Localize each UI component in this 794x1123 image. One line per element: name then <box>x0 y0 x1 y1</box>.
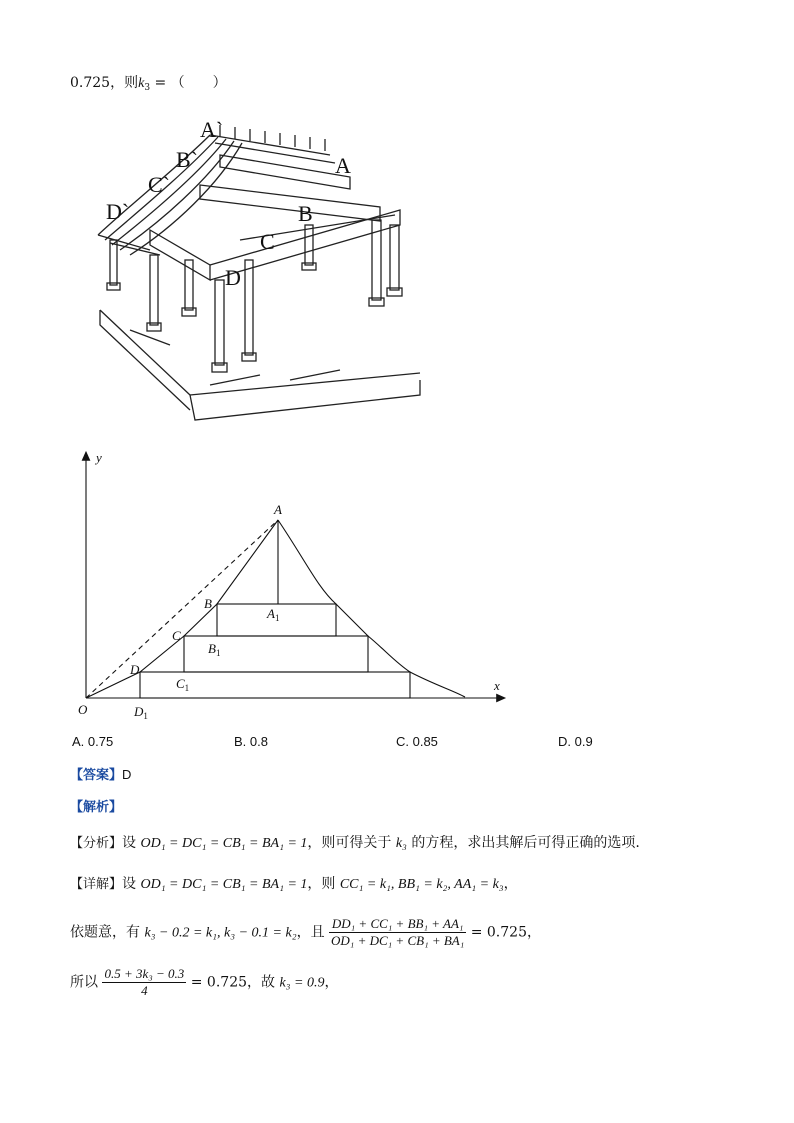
analysis-tag: 【解析】 <box>70 800 123 815</box>
fenxi-pre: 设 <box>122 835 141 851</box>
roof-profile-graph <box>60 440 530 730</box>
k3-subscript: 3 <box>144 83 151 93</box>
answer-line <box>70 764 131 783</box>
dashed-line-OA <box>86 520 278 698</box>
label-D: D <box>225 265 241 290</box>
fenxi-tag: 【分析】 <box>70 836 123 851</box>
label-C: C <box>260 229 275 254</box>
question-blank: = （ ） <box>150 75 227 91</box>
xiangjie-line <box>70 873 518 893</box>
solution-rhs: = 0.725 <box>186 974 248 991</box>
ratio-fraction <box>329 916 466 949</box>
answer-value: D <box>122 767 132 782</box>
solution-mid: ，故 <box>247 974 280 991</box>
right-profile <box>278 520 465 697</box>
option-d: D. 0.9 <box>558 734 593 749</box>
label-D-prime: D` <box>106 199 130 224</box>
x-axis-label: x <box>494 678 500 693</box>
foot-B1: $B_1$ <box>208 641 221 658</box>
fenxi-tail: 的方程，求出其解后可得正确的选项. <box>406 835 640 851</box>
analysis-line <box>70 796 122 815</box>
k3-symbol: k <box>138 76 145 91</box>
label-A: A <box>335 153 351 178</box>
condition-pre: 依题意，有 <box>70 924 145 941</box>
y-axis-label: y <box>96 450 102 465</box>
solution-line <box>70 966 339 999</box>
condition-mid: ，且 <box>296 924 330 941</box>
point-D: D <box>130 662 140 677</box>
xiangjie-tag: 【详解】 <box>70 877 123 892</box>
ratio-denominator: OD₁ + DC₁ + CB₁ + BA₁ <box>331 933 465 948</box>
xiangjie-pre: 设 <box>122 876 141 892</box>
solution-pre: 所以 <box>70 974 103 991</box>
solution-numerator: 0.5 + 3k₃ − 0.3 <box>104 966 185 981</box>
ratio-numerator: DD₁ + CC₁ + BB₁ + AA₁ <box>329 916 466 933</box>
solution-tail: ， <box>324 974 339 991</box>
xiangjie-expr2: CC₁ = k₁, BB₁ = k₂, AA₁ = k₃ <box>339 877 504 892</box>
roof-illustration <box>90 115 440 425</box>
ratio-rhs: = 0.725 <box>466 924 527 941</box>
label-A-prime: A` <box>200 117 224 142</box>
option-b: B. 0.8 <box>234 734 268 749</box>
xiangjie-mid: ，则 <box>307 876 340 892</box>
fenxi-k: k₃ <box>395 836 407 851</box>
label-B: B <box>298 201 313 226</box>
question-tail <box>70 72 227 93</box>
origin-label: O <box>78 702 88 717</box>
solution-denominator: 4 <box>141 983 148 998</box>
foot-A1: $A_1$ <box>267 606 280 623</box>
xiangjie-tail: ， <box>503 876 518 892</box>
fenxi-expr: OD₁ = DC₁ = CB₁ = BA₁ = 1 <box>140 836 308 851</box>
option-a: A. 0.75 <box>72 734 114 749</box>
foot-D1: $D_1$ <box>134 704 148 721</box>
label-B-prime: B` <box>176 147 198 172</box>
point-B: B <box>204 596 212 611</box>
question-prefix: 0.725，则 <box>70 75 139 91</box>
condition-expr: k₃ − 0.2 = k₁, k₃ − 0.1 = k₂ <box>144 925 297 941</box>
solution-result: k₃ = 0.9 <box>279 975 325 991</box>
fenxi-line <box>70 832 640 852</box>
answer-tag: 【答案】 <box>70 768 123 783</box>
point-A: A <box>274 502 282 517</box>
point-C: C <box>172 628 181 643</box>
foot-C1: $C_1$ <box>176 676 190 693</box>
fenxi-post: ，则可得关于 <box>307 835 396 851</box>
label-C-prime: C` <box>148 172 170 197</box>
option-c: C. 0.85 <box>396 734 438 749</box>
condition-tail: ， <box>526 924 541 941</box>
solution-fraction <box>102 966 186 999</box>
condition-line <box>70 916 541 949</box>
xiangjie-expr: OD₁ = DC₁ = CB₁ = BA₁ = 1 <box>140 877 308 892</box>
